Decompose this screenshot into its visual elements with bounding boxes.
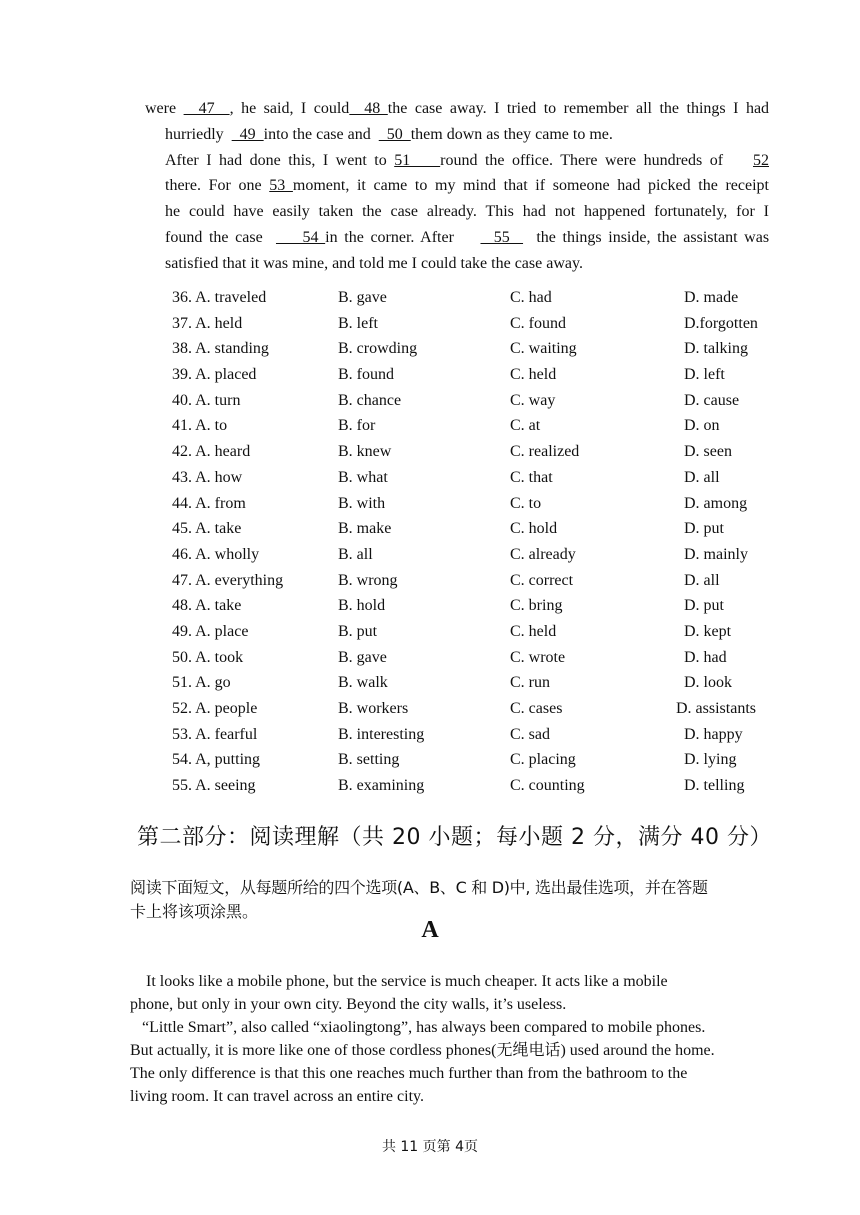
option-d: D. look bbox=[684, 674, 732, 692]
option-c: C. counting bbox=[510, 777, 585, 795]
passage-text: , he said, I could bbox=[229, 100, 350, 117]
question-options-row bbox=[172, 388, 772, 414]
question-options-row bbox=[172, 568, 772, 594]
option-d: D. talking bbox=[684, 340, 748, 358]
passage-text: into the case and bbox=[263, 125, 379, 143]
passage-text: them down as they came to me. bbox=[410, 125, 613, 143]
option-a: 48. A. take bbox=[172, 597, 242, 615]
option-c: C. run bbox=[510, 674, 550, 692]
passage-line bbox=[165, 173, 769, 199]
option-d: D. kept bbox=[684, 622, 732, 640]
blank-number: 48 bbox=[349, 100, 388, 117]
passage-line bbox=[145, 96, 769, 122]
question-options-row bbox=[172, 362, 772, 388]
question-options-row bbox=[172, 747, 772, 773]
passage-text: he could have easily taken the case already. This had not happened fortunately, for I bbox=[165, 203, 769, 221]
passage-text: the case away. I tried to remember all the things I had bbox=[387, 100, 770, 117]
option-b: B. walk bbox=[338, 674, 388, 692]
passage-line bbox=[165, 251, 769, 277]
blank-number: 51 bbox=[394, 151, 441, 169]
option-d: D. assistants bbox=[676, 700, 756, 717]
passage-text: the things inside, the assistant was bbox=[523, 228, 770, 246]
option-a: 45. A. take bbox=[172, 520, 242, 538]
passage-line bbox=[165, 122, 769, 148]
option-c: C. at bbox=[510, 417, 541, 435]
option-d: D. lying bbox=[684, 751, 737, 769]
question-options-row bbox=[172, 542, 772, 568]
question-options-row bbox=[172, 645, 772, 671]
option-a: 40. A. turn bbox=[172, 391, 241, 409]
option-d: D. among bbox=[684, 494, 748, 512]
passage-text: round the office. There were hundreds of bbox=[440, 151, 753, 169]
option-a: 36. A. traveled bbox=[172, 289, 267, 306]
passage-text: found the case bbox=[165, 228, 276, 246]
blank-number: 54 bbox=[275, 228, 326, 246]
option-b: B. wrong bbox=[338, 571, 398, 589]
option-d: D. all bbox=[684, 468, 720, 486]
passage-line bbox=[165, 225, 769, 251]
blank-number: 50 bbox=[378, 125, 411, 143]
option-d: D.forgotten bbox=[684, 314, 758, 332]
option-b: B. all bbox=[338, 545, 373, 563]
option-d: D. left bbox=[684, 366, 725, 384]
option-c: C. hold bbox=[510, 520, 558, 538]
blank-number: 53 bbox=[269, 177, 293, 195]
option-c: C. had bbox=[510, 289, 552, 306]
option-b: B. crowding bbox=[338, 340, 418, 358]
option-a: 54. A, putting bbox=[172, 751, 261, 769]
option-a: 37. A. held bbox=[172, 314, 243, 332]
option-a: 55. A. seeing bbox=[172, 777, 256, 795]
option-c: C. correct bbox=[510, 571, 574, 589]
reading-line: The only difference is that this one reaches much further than from the bathroom to the bbox=[130, 1065, 688, 1082]
option-c: C. to bbox=[510, 494, 542, 512]
option-b: B. with bbox=[338, 494, 386, 512]
option-d: D. seen bbox=[684, 443, 732, 461]
option-b: B. what bbox=[338, 468, 388, 486]
section-title: 第二部分：阅读理解（共 20 小题；每小题 2 分，满分 40 分） bbox=[137, 825, 772, 850]
reading-line: It looks like a mobile phone, but the service is much cheaper. It acts like a mobile bbox=[130, 973, 668, 990]
option-b: B. interesting bbox=[338, 725, 425, 743]
option-d: D. had bbox=[684, 648, 727, 666]
cloze-passage bbox=[145, 96, 769, 277]
option-a: 39. A. placed bbox=[172, 366, 257, 384]
option-c: C. placing bbox=[510, 751, 576, 769]
option-b: B. hold bbox=[338, 597, 386, 615]
question-options-row bbox=[172, 696, 772, 722]
reading-passage bbox=[130, 970, 770, 1108]
question-options-row bbox=[172, 619, 772, 645]
option-a: 53. A. fearful bbox=[172, 725, 258, 743]
option-a: 43. A. how bbox=[172, 468, 243, 486]
passage-text: in the corner. After bbox=[325, 228, 481, 246]
option-d: D. put bbox=[684, 520, 724, 538]
reading-line: living room. It can travel across an entire city. bbox=[130, 1088, 424, 1105]
option-d: D. happy bbox=[684, 725, 743, 743]
question-options-row bbox=[172, 516, 772, 542]
option-b: B. make bbox=[338, 520, 392, 538]
answer-options-table bbox=[172, 285, 772, 799]
option-c: C. wrote bbox=[510, 648, 566, 666]
option-b: B. for bbox=[338, 417, 376, 435]
option-c: C. that bbox=[510, 468, 553, 486]
option-d: D. all bbox=[684, 571, 720, 589]
option-c: C. waiting bbox=[510, 340, 577, 358]
option-b: B. put bbox=[338, 622, 378, 640]
option-c: C. held bbox=[510, 622, 557, 640]
option-d: D. put bbox=[684, 597, 724, 615]
option-a: 42. A. heard bbox=[172, 443, 251, 461]
passage-line bbox=[165, 199, 769, 225]
question-options-row bbox=[172, 413, 772, 439]
option-b: B. examining bbox=[338, 777, 425, 795]
option-a: 51. A. go bbox=[172, 674, 231, 692]
option-b: B. workers bbox=[338, 700, 409, 717]
option-a: 50. A. took bbox=[172, 648, 244, 666]
option-b: B. chance bbox=[338, 391, 402, 409]
reading-line: phone, but only in your own city. Beyond the city walls, it’s useless. bbox=[130, 996, 567, 1013]
passage-text: there. For one bbox=[165, 177, 270, 195]
option-a: 46. A. wholly bbox=[172, 545, 260, 563]
option-c: C. bring bbox=[510, 597, 563, 615]
passage-text: After I had done this, I went to bbox=[165, 151, 395, 169]
question-options-row bbox=[172, 311, 772, 337]
option-d: D. cause bbox=[684, 391, 740, 409]
option-a: 38. A. standing bbox=[172, 340, 269, 358]
option-b: B. knew bbox=[338, 443, 392, 461]
reading-line: “Little Smart”, also called “xiaolingtong”, has always been compared to mobile phones. bbox=[130, 1019, 706, 1036]
option-c: C. already bbox=[510, 545, 576, 563]
blank-number: 49 bbox=[231, 125, 264, 143]
blank-number: 55 bbox=[480, 228, 524, 246]
option-a: 47. A. everything bbox=[172, 571, 284, 589]
blank-number: 52 bbox=[753, 151, 769, 169]
option-c: C. sad bbox=[510, 725, 550, 743]
passage-text: moment, it came to my mind that if someone had picked the receipt bbox=[292, 177, 769, 195]
option-a: 41. A. to bbox=[172, 417, 228, 435]
option-c: C. found bbox=[510, 314, 566, 332]
blank-number: 47 bbox=[183, 100, 230, 117]
question-options-row bbox=[172, 491, 772, 517]
option-c: C. held bbox=[510, 366, 557, 384]
page-footer: 共 11 页第 4页 bbox=[381, 1139, 479, 1155]
option-c: C. cases bbox=[510, 700, 563, 717]
question-options-row bbox=[172, 773, 772, 799]
reading-line: But actually, it is more like one of those cordless phones(无绳电话) used around the home. bbox=[130, 1042, 715, 1059]
instructions-line-1: 阅读下面短文，从每题所给的四个选项(A、B、C 和 D)中, 选出最佳选项，并在答题 bbox=[130, 878, 708, 897]
question-options-row bbox=[172, 722, 772, 748]
option-b: B. gave bbox=[338, 289, 387, 306]
option-b: B. left bbox=[338, 314, 378, 332]
question-options-row bbox=[172, 336, 772, 362]
passage-text: were bbox=[145, 100, 184, 117]
instructions-line-2: 卡上将该项涂黑。 bbox=[130, 902, 259, 921]
question-options-row bbox=[172, 670, 772, 696]
option-c: C. way bbox=[510, 391, 556, 409]
passage-text: hurriedly bbox=[165, 125, 232, 143]
option-d: D. telling bbox=[684, 777, 745, 795]
option-b: B. setting bbox=[338, 751, 400, 769]
question-options-row bbox=[172, 465, 772, 491]
passage-text: satisfied that it was mine, and told me I could take the case away. bbox=[165, 254, 583, 272]
option-c: C. realized bbox=[510, 443, 580, 461]
question-options-row bbox=[172, 593, 772, 619]
option-b: B. gave bbox=[338, 648, 387, 666]
question-options-row bbox=[172, 439, 772, 465]
option-b: B. found bbox=[338, 366, 394, 384]
option-d: D. on bbox=[684, 417, 720, 435]
option-a: 49. A. place bbox=[172, 622, 249, 640]
question-options-row bbox=[172, 285, 772, 311]
option-a: 44. A. from bbox=[172, 494, 246, 512]
passage-line bbox=[165, 148, 769, 174]
option-a: 52. A. people bbox=[172, 700, 258, 717]
passage-letter: A bbox=[421, 917, 439, 943]
option-d: D. made bbox=[684, 289, 739, 306]
option-d: D. mainly bbox=[684, 545, 748, 563]
